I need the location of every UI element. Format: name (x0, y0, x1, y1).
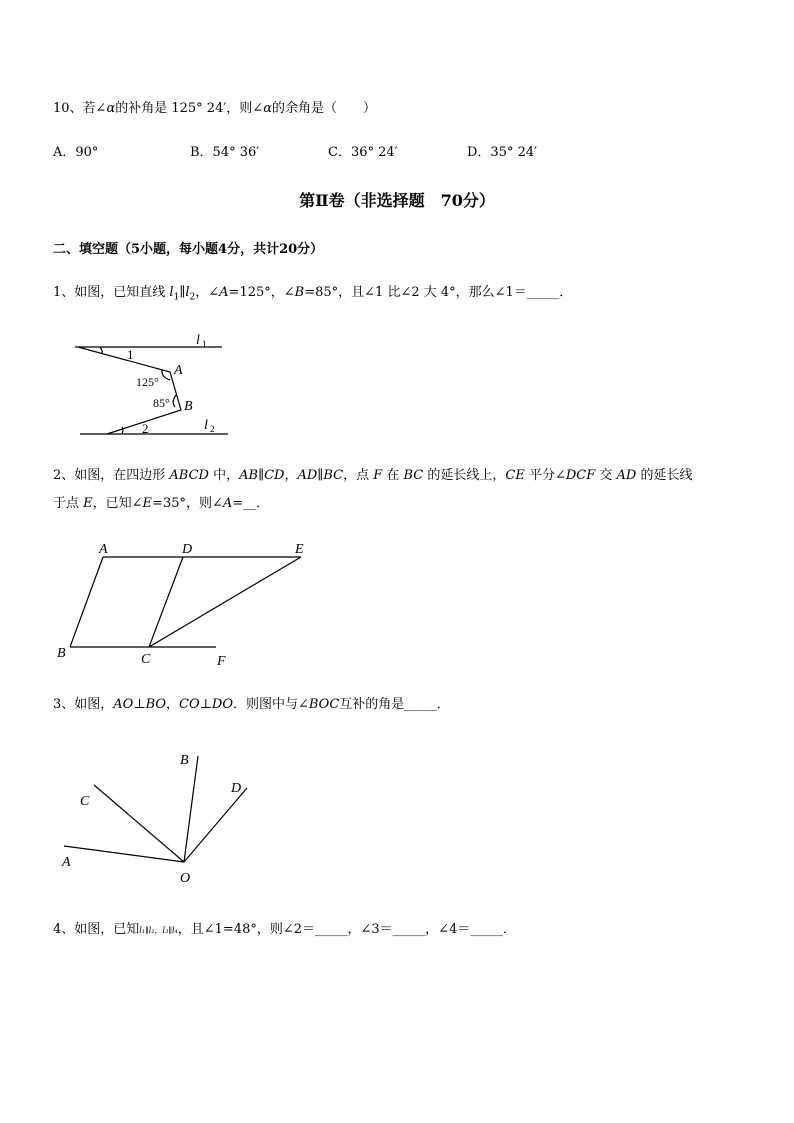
label-c: C (141, 652, 151, 667)
label-125: 125° (136, 375, 159, 389)
label-angle-2: 2 (142, 421, 149, 436)
label-85: 85° (153, 396, 170, 410)
label-f: F (217, 654, 226, 669)
part-2-title: 第Ⅱ卷（非选择题 70分） (299, 191, 495, 210)
label-point-a: A (174, 363, 183, 378)
question-4-stem: 4、如图，已知l₁∥l₂，l₃∥l₄，且∠1=48°，则∠2＝_____，∠3＝_____，∠4＝_____． (53, 922, 516, 937)
label-d: D (231, 781, 242, 796)
label-e: E (295, 542, 304, 557)
ray-oa (64, 846, 184, 862)
label-o: O (180, 871, 191, 886)
question-10-stem: 10、若∠α的补角是 125° 24′，则∠α的余角是（ ） (53, 101, 376, 116)
label-d: D (182, 542, 193, 557)
question-2-stem-line2: 于点 E，已知∠E=35°，则∠A=__． (53, 496, 270, 511)
section-2-heading: 二、填空题（5小题，每小题4分，共计20分） (53, 242, 324, 257)
ray-od (184, 788, 247, 862)
label-l2: l (204, 418, 208, 433)
label-c: C (80, 794, 90, 809)
label-point-b: B (184, 399, 193, 414)
label-a: A (99, 542, 108, 557)
option-c: C．36° 24′ (328, 145, 398, 160)
option-a: A．90° (53, 145, 99, 160)
option-d: D．35° 24′ (467, 145, 538, 160)
question-3-stem: 3、如图，AO⊥BO，CO⊥DO．则图中与∠BOC互补的角是_____． (53, 697, 450, 712)
ray-oc (94, 785, 184, 862)
label-b: B (57, 646, 66, 661)
label-a: A (62, 855, 71, 870)
question-1-stem: 1、如图，已知直线 $l_1\parallel l_2$，∠A=125°，∠B=85°，且∠1 比∠2 大 4°，那么∠1＝_____． (53, 285, 573, 303)
label-l1: l (196, 333, 200, 348)
label-l2-sub: 2 (210, 424, 215, 434)
ray-ob (184, 756, 198, 862)
option-b: B．54° 36′ (190, 145, 260, 160)
label-b: B (180, 753, 189, 768)
label-angle-1: 1 (127, 347, 134, 362)
question-2-stem-line1: 2、如图，在四边形 ABCD 中，AB∥CD，AD∥BC，点 F 在 BC 的延长线上，CE 平分∠DCF 交 AD 的延长线 (53, 468, 693, 483)
label-l1-sub: 1 (202, 339, 207, 349)
